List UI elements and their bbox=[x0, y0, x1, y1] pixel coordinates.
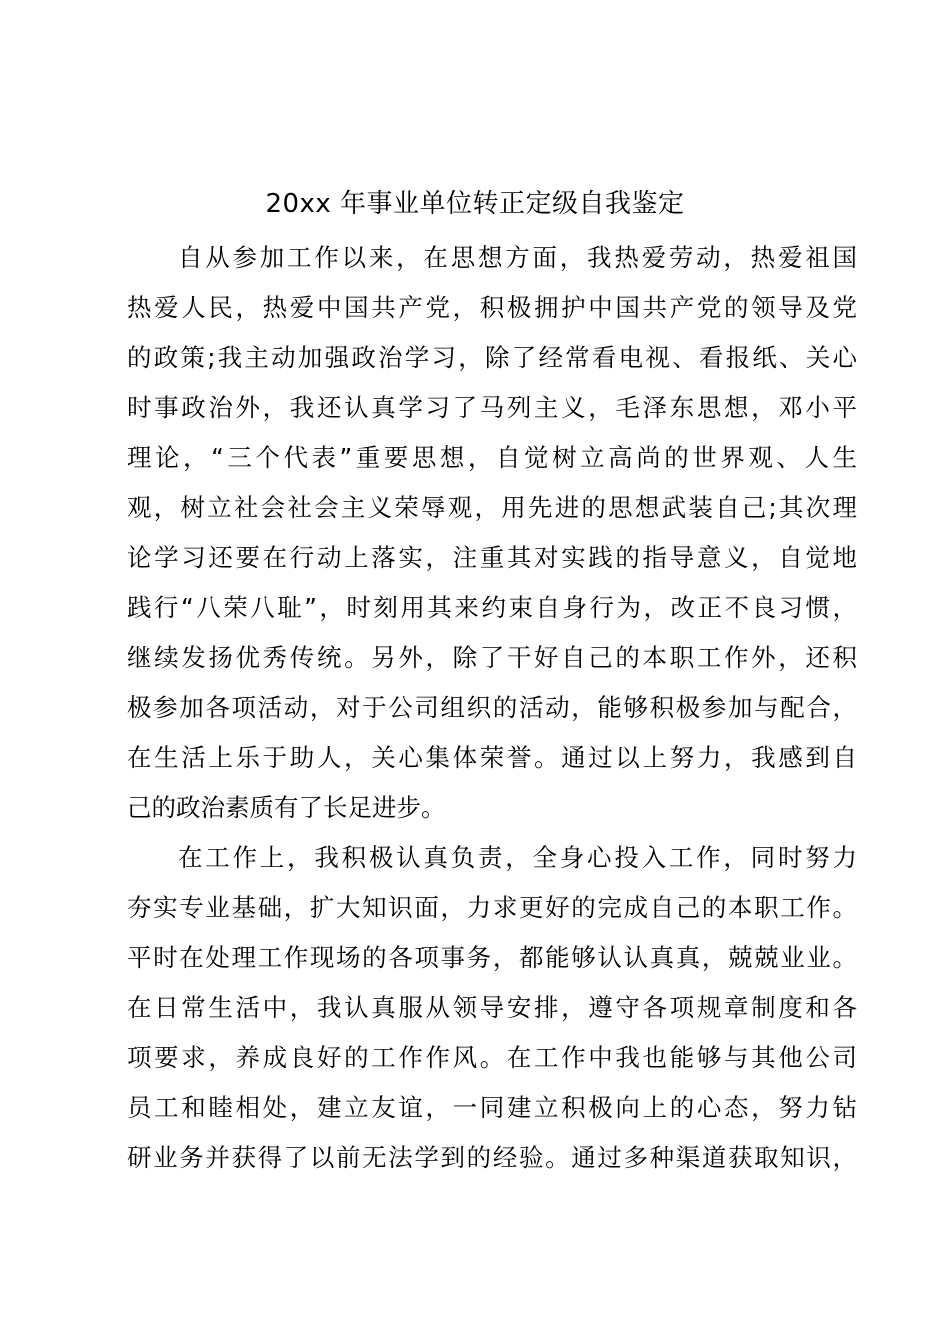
paragraph-line: 平时在处理工作现场的各项事务，都能够认认真真，兢兢业业。 bbox=[127, 943, 857, 972]
paragraph-line: 项要求，养成良好的工作作风。在工作中我也能够与其他公司 bbox=[127, 1043, 857, 1072]
paragraph-line: 时事政治外，我还认真学习了马列主义，毛泽东思想，邓小平 bbox=[127, 393, 857, 422]
paragraph-line: 员工和睦相处，建立友谊，一同建立积极向上的心态，努力钻 bbox=[127, 1093, 857, 1122]
paragraph-line: 在工作上，我积极认真负责，全身心投入工作，同时努力 bbox=[178, 843, 857, 872]
paragraph-line: 夯实专业基础，扩大知识面，力求更好的完成自己的本职工作。 bbox=[127, 893, 857, 922]
paragraph-line: 论学习还要在行动上落实，注重其对实践的指导意义，自觉地 bbox=[127, 543, 857, 572]
paragraph-line: 继续发扬优秀传统。另外，除了干好自己的本职工作外，还积 bbox=[127, 643, 857, 672]
paragraph-1 bbox=[127, 233, 857, 833]
paragraph-2 bbox=[127, 833, 857, 1183]
paragraph-line: 践行“八荣八耻”，时刻用其来约束自身行为，改正不良习惯， bbox=[127, 593, 857, 622]
paragraph-line: 研业务并获得了以前无法学到的经验。通过多种渠道获取知识， bbox=[127, 1143, 857, 1172]
paragraph-line: 己的政治素质有了长足进步。 bbox=[127, 793, 446, 822]
paragraph-line: 的政策;我主动加强政治学习，除了经常看电视、看报纸、关心 bbox=[127, 343, 857, 372]
paragraph-line: 在生活上乐于助人，关心集体荣誉。通过以上努力，我感到自 bbox=[127, 743, 857, 772]
paragraph-line: 极参加各项活动，对于公司组织的活动，能够积极参加与配合， bbox=[127, 693, 857, 722]
paragraph-line: 热爱人民，热爱中国共产党，积极拥护中国共产党的领导及党 bbox=[127, 293, 857, 322]
paragraph-line: 在日常生活中，我认真服从领导安排，遵守各项规章制度和各 bbox=[127, 993, 857, 1022]
document-body bbox=[127, 233, 857, 1183]
paragraph-line: 理论，“三个代表”重要思想，自觉树立高尚的世界观、人生 bbox=[127, 443, 857, 472]
paragraph-line: 观，树立社会社会主义荣辱观，用先进的思想武装自己;其次理 bbox=[127, 493, 857, 522]
document-title: 20xx 年事业单位转正定级自我鉴定 bbox=[265, 189, 685, 219]
paragraph-line: 自从参加工作以来，在思想方面，我热爱劳动，热爱祖国 bbox=[178, 243, 857, 272]
